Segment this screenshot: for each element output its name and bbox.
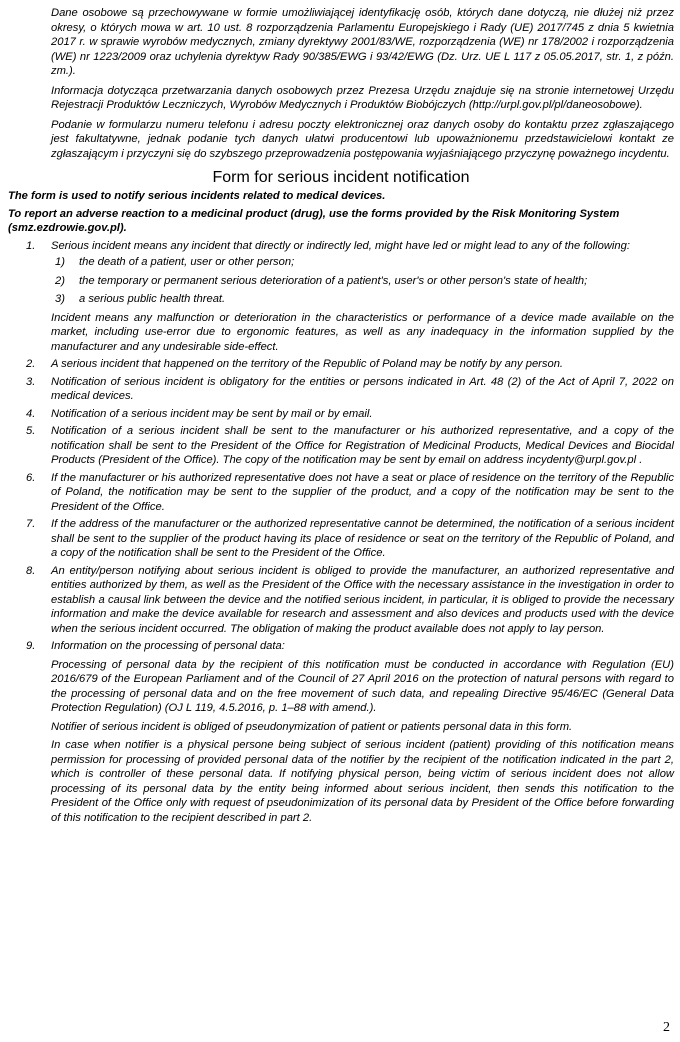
list-item: [8, 471, 674, 515]
item-number: 1.: [26, 239, 36, 252]
item-text: Notification of a serious incident shall be sent to the manufacturer or his authorized representative, and a copy of the notification shall be sent to the President of the Office for Registration of Medicinal Products, Medical Devices and Biocidal Products (President of the Office). The copy of the notification may be sent by email on address incydenty@urpl.gov.pl .: [51, 425, 674, 466]
item-number: 5.: [26, 425, 36, 437]
intro-paragraph: Podanie w formularzu numeru telefonu i adresu poczty elektronicznej oraz danych osoby do kontaktu przez zgłaszającego jest fakultatywne, jednak podanie tych danych ułatwi producentowi lub upoważnionemu przedstawicielowi kontakt ze zgłaszającym i przyczyni się do szybszego przeprowadzenia postępowania wyjaśniającego przyczynę poważnego incydentu.: [51, 118, 674, 160]
item-text: Serious incident means any incident that directly or indirectly led, might have led or might lead to any of the following:: [51, 239, 630, 252]
item-text: If the address of the manufacturer or the authorized representative cannot be determined, the notification of a serious incident shall be sent to the supplier of the product having its place of residence or seat on the territory of the Republic of Poland, and a copy of the notification shall be sent to the President of the Office.: [51, 518, 674, 559]
item-paragraph: Processing of personal data by the recipient of this notification must be conducted in accordance with Regulation (EU) 2016/679 of the European Parliament and of the Council of 27 April 2016 on the protection of natural persons with regard to the processing of personal data and on the free movement of such data, and repealing Directive 95/46/EC (General Data Protection Regulation) (OJ L 119, 4.5.2016, p. 1–88 with amend.).: [51, 658, 674, 714]
list-item: [8, 239, 674, 355]
item-number: 2.: [26, 358, 36, 370]
item-extra-text: Incident means any malfunction or deterioration in the characteristics or performance of a device made available on the market, including use-error due to ergonomic features, as well as any inadequacy in the information supplied by the manufacturer and any undesirable side-effect.: [51, 311, 674, 353]
list-item: [8, 424, 674, 468]
sub-item-text: a serious public health threat.: [79, 293, 226, 305]
sub-list: [51, 255, 674, 307]
document-page: [8, 6, 674, 828]
sub-item-text: the death of a patient, user or other person;: [79, 256, 295, 268]
item-text: A serious incident that happened on the territory of the Republic of Poland may be notify by any person.: [51, 358, 564, 370]
list-item: [8, 564, 674, 637]
sub-list-item: [51, 274, 674, 289]
sub-item-number: 3): [55, 293, 65, 305]
item-text: Notification of serious incident is obligatory for the entities or persons indicated in Art. 48 (2) of the Act of April 7, 2022 on medical devices.: [51, 375, 674, 402]
page-number: 2: [663, 1020, 670, 1035]
item-number: 6.: [26, 471, 36, 484]
item-number: 9.: [26, 640, 36, 652]
sub-list-item: [51, 255, 674, 270]
list-item: [8, 357, 674, 372]
list-item: [8, 517, 674, 561]
item-number: 4.: [26, 407, 36, 420]
item-text: An entity/person notifying about serious incident is obliged to provide the manufacturer, an authorized representative and entities authorized by them, as well as the President of the Office with the necessary assistance in the investigation in order to establish a causal link between the device and the notified serious incident, in particular, it is obliged to provide the necessary information and make the device available for research and assessment and also devices and products used with the device when the serious incident occurred. The obligation of making the product available does not apply to lay person.: [51, 564, 674, 635]
item-paragraph: Notifier of serious incident is obliged of pseudonymization of patient or patients personal data in this form.: [51, 720, 573, 733]
item-text: Information on the processing of personal data:: [51, 640, 285, 652]
list-item: [8, 375, 674, 404]
item-text: Notification of a serious incident may be sent by mail or by email.: [51, 407, 373, 420]
item-number: 8.: [26, 564, 36, 577]
item-paragraph: In case when notifier is a physical persone being subject of serious incident (patient) providing of this notification means permission for processing of provided personal data of the notifier by the recipient of the notification indicated in the part 2, which is controller of these personal data. If notifying physical person, being victim of serious incident does not allow processing of its personal data by the entity being informed about serious incident, then sends this notification to the President of the Office only with request of pseudonimization of its personal data by President of the Office before forwarding of this notification to the recipient described in part 2.: [51, 739, 674, 824]
item-text: If the manufacturer or his authorized representative does not have a seat or place of residence on the territory of the Republic of Poland, the notification may be sent to the supplier of the product, and a copy of the notification may be sent to the President of the Office.: [51, 471, 674, 513]
list-item: [8, 639, 674, 825]
sub-item-text: the temporary or permanent serious deterioration of a patient's, user's or other person's state of health;: [79, 274, 588, 287]
item-number: 7.: [26, 518, 36, 530]
sub-item-number: 2): [55, 274, 65, 287]
sub-item-number: 1): [55, 256, 65, 268]
lead-text: To report an adverse reaction to a medicinal product (drug), use the forms provided by the Risk Monitoring System (smz.ezdrowie.gov.pl).: [8, 207, 620, 234]
intro-paragraph: Informacja dotycząca przetwarzania danych osobowych przez Prezesa Urzędu znajduje się na stronie internetowej Urzędu Rejestracji Produktów Leczniczych, Wyrobów Medycznych i Produktów Biobójczych (http://urpl.gov.pl/pl/daneosobowe).: [51, 84, 674, 111]
item-number: 3.: [26, 375, 36, 388]
form-title: Form for serious incident notification: [212, 169, 470, 186]
intro-section: [8, 6, 674, 161]
intro-paragraph: Dane osobowe są przechowywane w formie umożliwiającej identyfikację osób, których dane dotyczą, nie dłużej niż przez okresy, o których mowa w art. 10 ust. 8 rozporządzenia Parlamentu Europejskiego i Rady (UE) 2017/745 z dnia 5 kwietnia 2017 r. w sprawie wyrobów medycznych, zmiany dyrektywy 2001/83/WE, rozporządzenia (WE) nr 178/2002 i rozporządzenia (WE) nr 1223/2009 oraz uchylenia dyrektyw Rady 90/385/EWG i 93/42/EWG (Dz. Urz. UE L 117 z 05.05.2017, str. 1, z późn. zm.).: [51, 7, 674, 77]
list-item: [8, 407, 674, 422]
sub-list-item: [51, 292, 674, 307]
lead-text: The form is used to notify serious incidents related to medical devices.: [8, 190, 386, 202]
numbered-list: [8, 239, 674, 826]
